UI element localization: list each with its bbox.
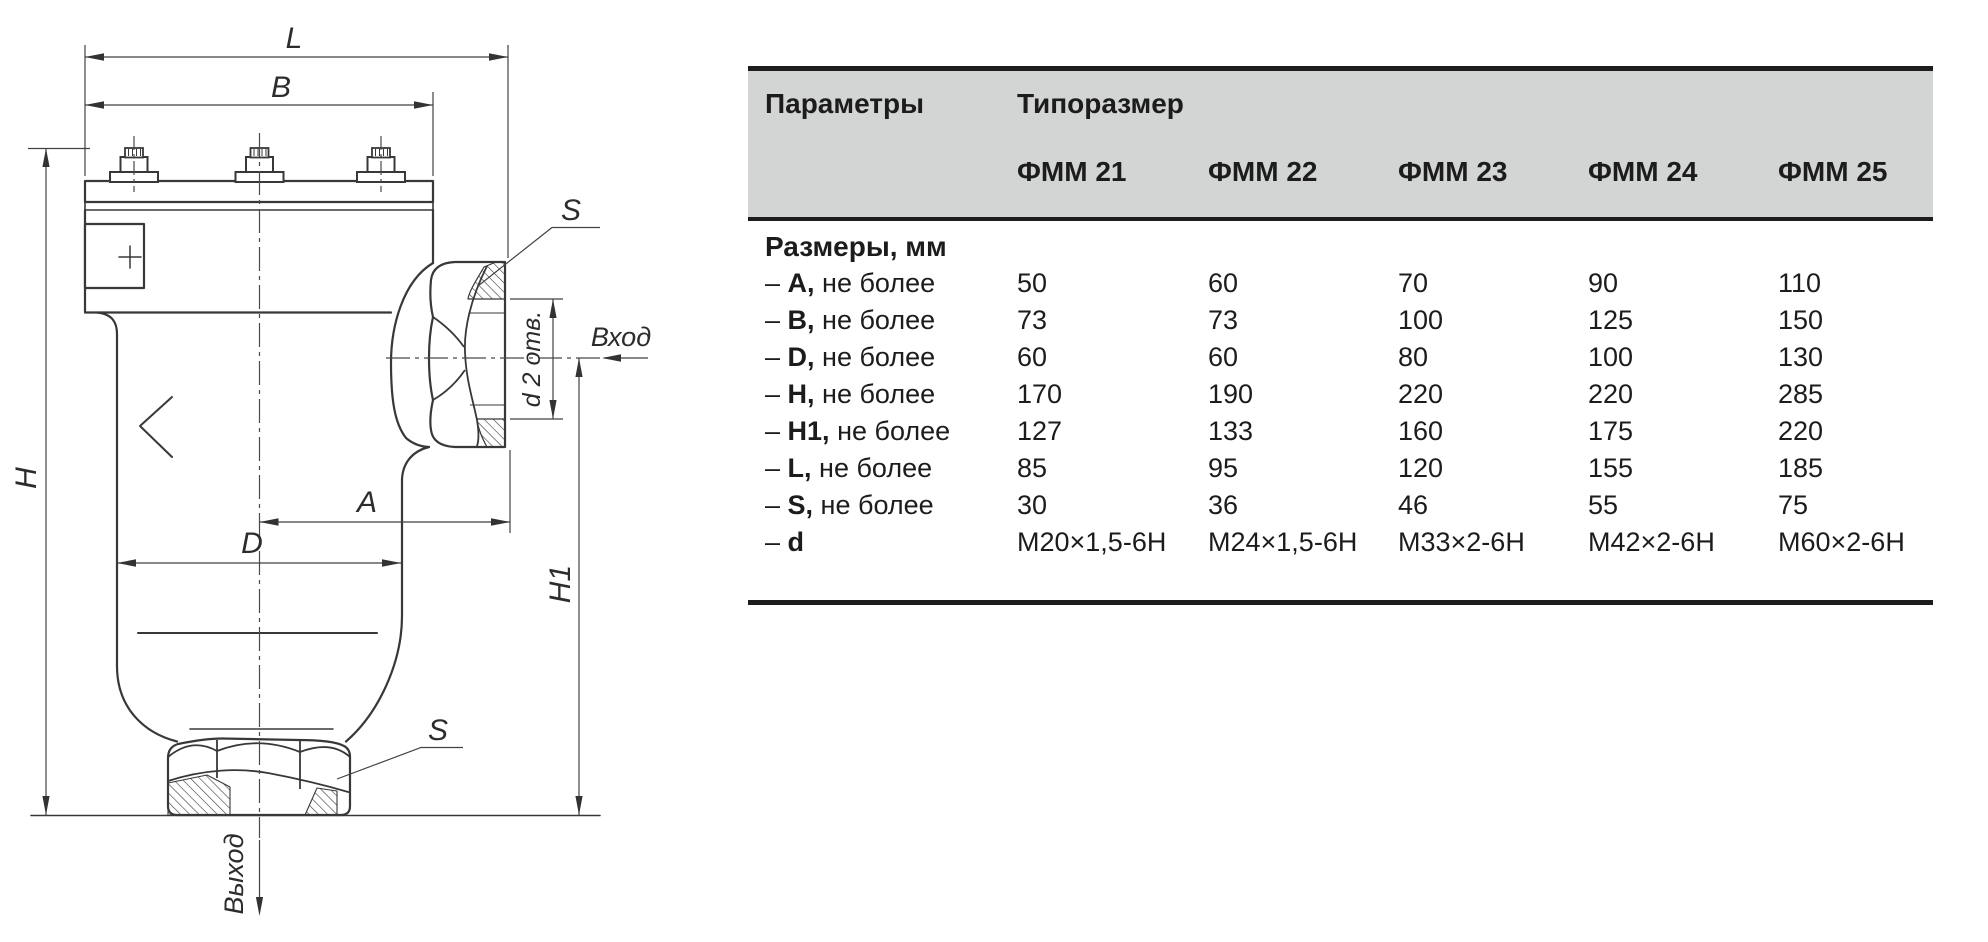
outlet-label: Выход xyxy=(219,833,249,915)
drawing-canvas xyxy=(0,0,745,942)
table-cell: 133 xyxy=(1208,416,1254,446)
section-header: Размеры, мм xyxy=(765,231,947,262)
table-rule-mid xyxy=(748,217,1933,222)
dim-L-lines xyxy=(85,45,508,258)
table-cell: 160 xyxy=(1398,416,1444,446)
row-label: – A, не более xyxy=(765,268,936,298)
table-cell: 150 xyxy=(1778,305,1824,335)
inlet-hex-nut xyxy=(429,262,505,447)
table-cell: 120 xyxy=(1398,453,1444,483)
row-label: – B, не более xyxy=(765,305,936,335)
spec-table xyxy=(748,0,1933,650)
model-header: ФММ 23 xyxy=(1398,156,1508,187)
dim-label-L: L xyxy=(285,22,303,55)
table-cell: 95 xyxy=(1208,453,1239,483)
dim-label-H: H xyxy=(10,467,43,489)
model-header: ФММ 25 xyxy=(1778,156,1888,187)
side-boss xyxy=(85,224,144,288)
table-cell: 100 xyxy=(1398,305,1444,335)
table-cell: 185 xyxy=(1778,453,1824,483)
table-cell: 130 xyxy=(1778,342,1824,372)
table-cell: 285 xyxy=(1778,379,1824,409)
dim-label-H1: H1 xyxy=(544,564,577,604)
dim-label-d-bore: d 2 отв. xyxy=(518,310,546,408)
table-cell: M33×2-6H xyxy=(1398,527,1525,557)
s-leader-bottom xyxy=(337,748,463,780)
dim-label-S-bottom: S xyxy=(427,714,449,747)
table-cell: M60×2-6H xyxy=(1778,527,1905,557)
flange-bolts xyxy=(110,148,405,182)
filter-technical-drawing xyxy=(0,0,745,942)
model-header: ФММ 22 xyxy=(1208,156,1318,187)
table-header-band xyxy=(748,71,1933,217)
table-cell: 70 xyxy=(1398,268,1429,298)
table-cell: 190 xyxy=(1208,379,1254,409)
table-cell: 73 xyxy=(1208,305,1239,335)
table-cell: 100 xyxy=(1588,342,1634,372)
table-cell: 30 xyxy=(1017,490,1048,520)
table-cell: 125 xyxy=(1588,305,1634,335)
filter-body-outline xyxy=(31,181,600,816)
dim-label-D: D xyxy=(241,527,263,560)
table-cell: 60 xyxy=(1017,342,1048,372)
table-cell: M42×2-6H xyxy=(1588,527,1715,557)
table-cell: 90 xyxy=(1588,268,1619,298)
row-label: – L, не более xyxy=(765,453,933,483)
row-label: – S, не более xyxy=(765,490,934,520)
dim-label-A: A xyxy=(356,486,378,519)
table-cell: 55 xyxy=(1588,490,1619,520)
table-cell: 110 xyxy=(1778,268,1822,298)
table-cell: 75 xyxy=(1778,490,1809,520)
table-cell: 80 xyxy=(1398,342,1429,372)
dim-A-lines xyxy=(260,450,511,533)
inlet-label: Вход xyxy=(590,322,652,352)
table-cell: 36 xyxy=(1208,490,1239,520)
model-header: ФММ 21 xyxy=(1017,156,1127,187)
model-header: ФММ 24 xyxy=(1588,156,1698,187)
table-cell: 220 xyxy=(1778,416,1824,446)
column-header-group: Типоразмер xyxy=(1017,88,1184,119)
table-cell: M24×1,5-6H xyxy=(1208,527,1358,557)
row-label: – H1, не более xyxy=(765,416,951,446)
row-label: – d xyxy=(765,527,805,557)
inlet-fairing-upper xyxy=(391,263,433,447)
table-cell: 50 xyxy=(1017,268,1048,298)
table-cell: 220 xyxy=(1398,379,1444,409)
table-cell: M20×1,5-6H xyxy=(1017,527,1167,557)
table-cell: 155 xyxy=(1588,453,1634,483)
table-cell: 220 xyxy=(1588,379,1634,409)
table-cell: 60 xyxy=(1208,268,1239,298)
row-label: – H, не более xyxy=(765,379,936,409)
vessel-left-wall xyxy=(97,313,177,742)
column-header-parameters: Параметры xyxy=(765,88,925,119)
row-label: – D, не более xyxy=(765,342,936,372)
dim-label-S-top: S xyxy=(560,194,582,227)
flow-chevron-icon xyxy=(140,397,172,457)
table-cell: 46 xyxy=(1398,490,1429,520)
table-cell: 60 xyxy=(1208,342,1239,372)
table-cell: 85 xyxy=(1017,453,1048,483)
table-cell: 170 xyxy=(1017,379,1063,409)
table-cell: 127 xyxy=(1017,416,1063,446)
table-rule-bottom xyxy=(748,600,1933,605)
table-cell: 175 xyxy=(1588,416,1634,446)
table-cell: 73 xyxy=(1017,305,1048,335)
dim-label-B: B xyxy=(270,71,292,104)
